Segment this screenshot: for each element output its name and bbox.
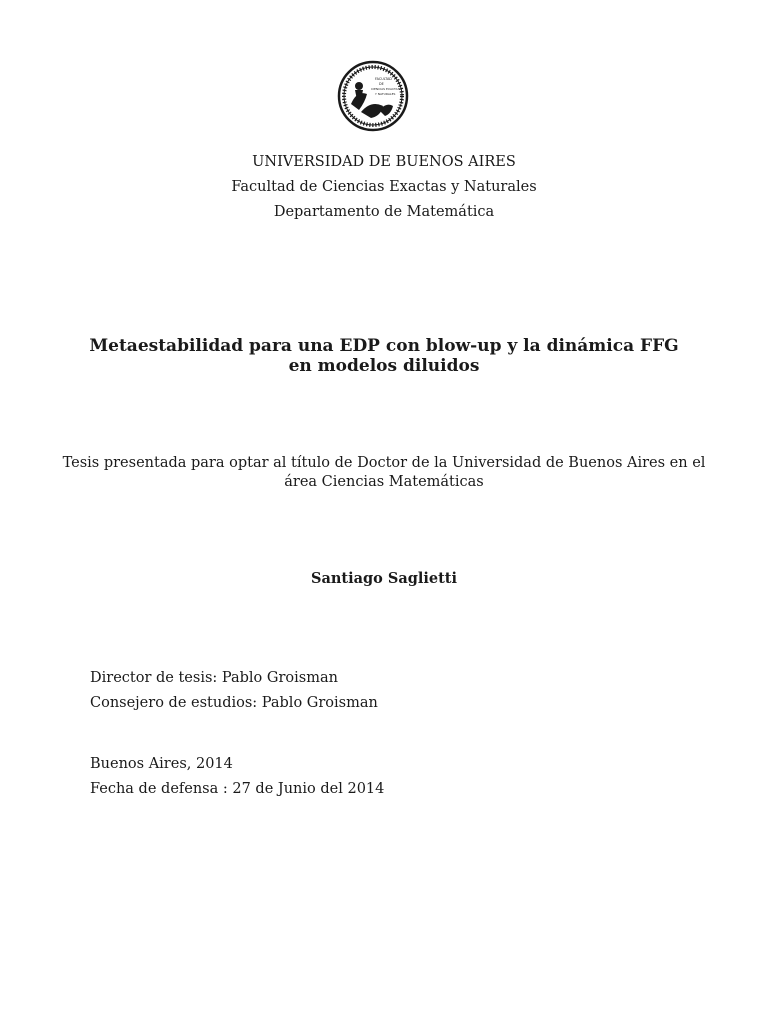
thesis-director: Director de tesis: Pablo Groisman — [90, 670, 338, 686]
defense-date: Fecha de defensa : 27 de Junio del 2014 — [90, 781, 385, 797]
author-name: Santiago Saglietti — [310, 570, 458, 587]
seal-text-1: FACULTAD — [375, 77, 392, 81]
institution-block — [0, 150, 768, 225]
faculty-name: Facultad de Ciencias Exactas y Naturales — [231, 179, 537, 195]
university-name: UNIVERSIDAD DE BUENOS AIRES — [252, 154, 516, 170]
place-date-block — [90, 752, 384, 802]
advisors-block — [90, 666, 378, 716]
thesis-title — [0, 336, 768, 376]
degree-statement-line-1: Tesis presentada para optar al título de Doctor de la Universidad de Buenos Aires en el — [62, 455, 706, 471]
thesis-title-line-1: Metaestabilidad para una EDP con blow-up y la dinámica FFG — [89, 336, 679, 356]
seal-text-3: CIENCIAS EXACTAS — [371, 87, 400, 91]
thesis-title-line-2: en modelos diluidos — [288, 356, 480, 376]
seal-text-4: Y NATURALES — [375, 92, 396, 96]
degree-statement-line-2: área Ciencias Matemáticas — [284, 474, 484, 490]
degree-statement — [0, 454, 768, 492]
department-name: Departamento de Matemática — [273, 204, 495, 220]
studies-counselor: Consejero de estudios: Pablo Groisman — [90, 695, 378, 711]
university-seal-icon — [337, 60, 409, 132]
place-year: Buenos Aires, 2014 — [90, 756, 233, 772]
seal-text-2: DE — [379, 82, 384, 86]
